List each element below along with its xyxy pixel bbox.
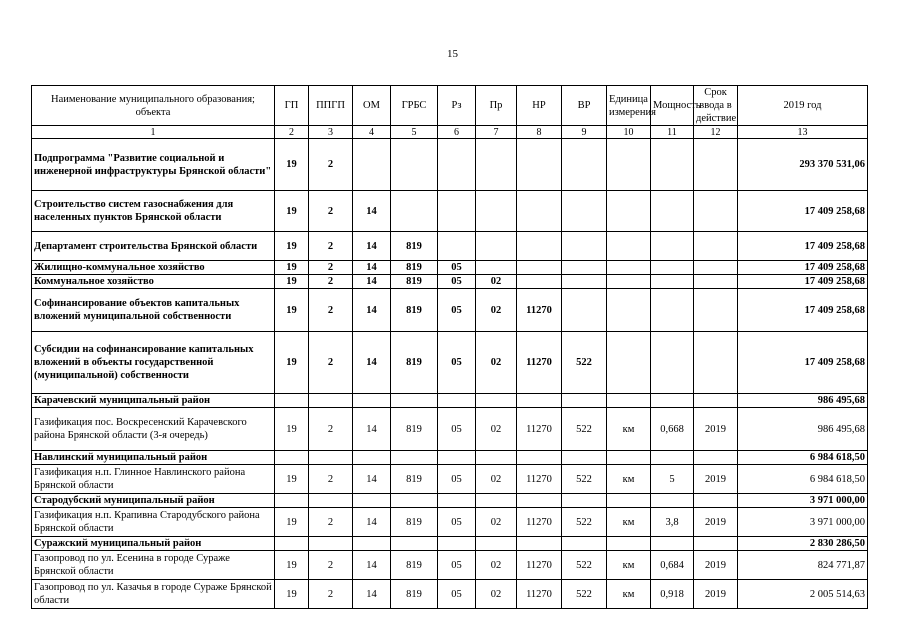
cell-unit bbox=[607, 191, 651, 232]
column-number: 1 bbox=[32, 126, 275, 139]
cell-rz: 05 bbox=[438, 332, 476, 394]
cell-grbs bbox=[391, 139, 438, 191]
cell-gp: 19 bbox=[275, 261, 309, 275]
column-number: 13 bbox=[738, 126, 868, 139]
cell-om bbox=[353, 494, 391, 508]
cell-grbs: 819 bbox=[391, 289, 438, 332]
header-ppgp: ППГП bbox=[309, 86, 353, 126]
cell-power bbox=[651, 332, 694, 394]
table-row bbox=[32, 275, 868, 289]
cell-term bbox=[694, 289, 738, 332]
cell-unit bbox=[607, 139, 651, 191]
table-row bbox=[32, 508, 868, 537]
cell-power: 0,684 bbox=[651, 551, 694, 580]
cell-ppgp: 2 bbox=[309, 580, 353, 609]
cell-rz bbox=[438, 537, 476, 551]
cell-ppgp: 2 bbox=[309, 332, 353, 394]
column-number: 10 bbox=[607, 126, 651, 139]
cell-grbs: 819 bbox=[391, 551, 438, 580]
cell-sum: 2 005 514,63 bbox=[738, 580, 868, 609]
cell-grbs: 819 bbox=[391, 580, 438, 609]
cell-pr: 02 bbox=[476, 332, 517, 394]
cell-ppgp bbox=[309, 394, 353, 408]
cell-vr: 522 bbox=[562, 508, 607, 537]
cell-term bbox=[694, 232, 738, 261]
cell-gp: 19 bbox=[275, 275, 309, 289]
cell-pr bbox=[476, 394, 517, 408]
header-row bbox=[32, 86, 868, 126]
cell-power: 0,668 bbox=[651, 408, 694, 451]
table-row bbox=[32, 139, 868, 191]
cell-nr bbox=[517, 139, 562, 191]
header-year: 2019 год bbox=[738, 86, 868, 126]
cell-sum: 17 409 258,68 bbox=[738, 289, 868, 332]
cell-unit bbox=[607, 394, 651, 408]
cell-power bbox=[651, 494, 694, 508]
cell-ppgp bbox=[309, 494, 353, 508]
cell-ppgp: 2 bbox=[309, 408, 353, 451]
cell-rz: 05 bbox=[438, 551, 476, 580]
table-row bbox=[32, 394, 868, 408]
cell-pr bbox=[476, 494, 517, 508]
cell-term bbox=[694, 451, 738, 465]
table-row bbox=[32, 261, 868, 275]
cell-ppgp: 2 bbox=[309, 232, 353, 261]
header-name: Наименование муниципального образования; объекта bbox=[32, 86, 275, 126]
table-row bbox=[32, 191, 868, 232]
cell-name: Газификация н.п. Глинное Навлинского района Брянской области bbox=[32, 465, 275, 494]
cell-grbs bbox=[391, 191, 438, 232]
header-pr: Пр bbox=[476, 86, 517, 126]
cell-name: Газопровод по ул. Казачья в городе Сураже Брянской области bbox=[32, 580, 275, 609]
cell-gp bbox=[275, 451, 309, 465]
cell-nr: 11270 bbox=[517, 551, 562, 580]
cell-term: 2019 bbox=[694, 551, 738, 580]
cell-gp: 19 bbox=[275, 551, 309, 580]
cell-term bbox=[694, 261, 738, 275]
cell-gp: 19 bbox=[275, 408, 309, 451]
cell-sum: 6 984 618,50 bbox=[738, 465, 868, 494]
cell-term: 2019 bbox=[694, 508, 738, 537]
cell-vr bbox=[562, 275, 607, 289]
cell-unit bbox=[607, 275, 651, 289]
cell-rz bbox=[438, 494, 476, 508]
column-number: 12 bbox=[694, 126, 738, 139]
cell-power: 0,918 bbox=[651, 580, 694, 609]
cell-pr bbox=[476, 191, 517, 232]
cell-vr bbox=[562, 537, 607, 551]
column-number: 3 bbox=[309, 126, 353, 139]
cell-name: Газификация н.п. Крапивна Стародубского района Брянской области bbox=[32, 508, 275, 537]
cell-unit bbox=[607, 332, 651, 394]
header-grbs: ГРБС bbox=[391, 86, 438, 126]
cell-nr: 11270 bbox=[517, 332, 562, 394]
column-number: 5 bbox=[391, 126, 438, 139]
cell-nr: 11270 bbox=[517, 465, 562, 494]
cell-name: Карачевский муниципальный район bbox=[32, 394, 275, 408]
cell-name: Подпрограмма "Развитие социальной и инженерной инфраструктуры Брянской области" bbox=[32, 139, 275, 191]
cell-unit: км bbox=[607, 551, 651, 580]
cell-term bbox=[694, 394, 738, 408]
header-om: ОМ bbox=[353, 86, 391, 126]
cell-name: Жилищно-коммунальное хозяйство bbox=[32, 261, 275, 275]
cell-power: 3,8 bbox=[651, 508, 694, 537]
cell-vr bbox=[562, 494, 607, 508]
cell-gp: 19 bbox=[275, 465, 309, 494]
cell-rz: 05 bbox=[438, 275, 476, 289]
cell-om bbox=[353, 537, 391, 551]
cell-vr bbox=[562, 139, 607, 191]
cell-nr bbox=[517, 275, 562, 289]
cell-unit bbox=[607, 494, 651, 508]
cell-vr bbox=[562, 261, 607, 275]
cell-nr bbox=[517, 232, 562, 261]
cell-sum: 17 409 258,68 bbox=[738, 261, 868, 275]
column-number: 6 bbox=[438, 126, 476, 139]
cell-om bbox=[353, 451, 391, 465]
cell-rz: 05 bbox=[438, 408, 476, 451]
cell-pr bbox=[476, 537, 517, 551]
cell-rz: 05 bbox=[438, 508, 476, 537]
cell-power bbox=[651, 191, 694, 232]
cell-sum: 293 370 531,06 bbox=[738, 139, 868, 191]
cell-gp: 19 bbox=[275, 580, 309, 609]
cell-sum: 17 409 258,68 bbox=[738, 232, 868, 261]
cell-gp: 19 bbox=[275, 289, 309, 332]
cell-unit bbox=[607, 537, 651, 551]
cell-pr bbox=[476, 261, 517, 275]
table-body bbox=[32, 139, 868, 609]
cell-name: Стародубский муниципальный район bbox=[32, 494, 275, 508]
cell-nr bbox=[517, 394, 562, 408]
table-row bbox=[32, 408, 868, 451]
cell-rz bbox=[438, 139, 476, 191]
cell-power bbox=[651, 139, 694, 191]
cell-power bbox=[651, 451, 694, 465]
cell-sum: 3 971 000,00 bbox=[738, 508, 868, 537]
cell-term bbox=[694, 537, 738, 551]
cell-grbs: 819 bbox=[391, 261, 438, 275]
cell-om: 14 bbox=[353, 408, 391, 451]
cell-ppgp: 2 bbox=[309, 508, 353, 537]
cell-gp bbox=[275, 394, 309, 408]
cell-gp: 19 bbox=[275, 191, 309, 232]
cell-nr bbox=[517, 261, 562, 275]
column-number: 11 bbox=[651, 126, 694, 139]
cell-ppgp bbox=[309, 451, 353, 465]
header-term: Срок ввода в действие bbox=[694, 86, 738, 126]
table-row bbox=[32, 332, 868, 394]
cell-name: Строительство систем газоснабжения для населенных пунктов Брянской области bbox=[32, 191, 275, 232]
cell-power bbox=[651, 289, 694, 332]
cell-ppgp: 2 bbox=[309, 139, 353, 191]
cell-ppgp bbox=[309, 537, 353, 551]
header-power: Мощность bbox=[651, 86, 694, 126]
cell-om: 14 bbox=[353, 551, 391, 580]
cell-rz bbox=[438, 191, 476, 232]
cell-vr bbox=[562, 191, 607, 232]
header-unit: Единица измерения bbox=[607, 86, 651, 126]
cell-term: 2019 bbox=[694, 580, 738, 609]
cell-grbs: 819 bbox=[391, 408, 438, 451]
cell-sum: 17 409 258,68 bbox=[738, 191, 868, 232]
header-rz: Рз bbox=[438, 86, 476, 126]
cell-term bbox=[694, 139, 738, 191]
cell-pr: 02 bbox=[476, 508, 517, 537]
cell-gp: 19 bbox=[275, 332, 309, 394]
cell-vr bbox=[562, 394, 607, 408]
cell-nr: 11270 bbox=[517, 580, 562, 609]
cell-unit: км bbox=[607, 580, 651, 609]
cell-grbs: 819 bbox=[391, 275, 438, 289]
cell-om: 14 bbox=[353, 508, 391, 537]
cell-term bbox=[694, 191, 738, 232]
cell-rz: 05 bbox=[438, 289, 476, 332]
cell-ppgp: 2 bbox=[309, 275, 353, 289]
cell-rz: 05 bbox=[438, 261, 476, 275]
cell-om bbox=[353, 139, 391, 191]
column-number: 4 bbox=[353, 126, 391, 139]
cell-sum: 986 495,68 bbox=[738, 394, 868, 408]
cell-power bbox=[651, 275, 694, 289]
header-gp: ГП bbox=[275, 86, 309, 126]
cell-term bbox=[694, 332, 738, 394]
cell-grbs: 819 bbox=[391, 232, 438, 261]
cell-term: 2019 bbox=[694, 465, 738, 494]
cell-om: 14 bbox=[353, 191, 391, 232]
cell-name: Департамент строительства Брянской области bbox=[32, 232, 275, 261]
cell-ppgp: 2 bbox=[309, 289, 353, 332]
table-row bbox=[32, 580, 868, 609]
cell-pr: 02 bbox=[476, 275, 517, 289]
cell-grbs bbox=[391, 537, 438, 551]
cell-om: 14 bbox=[353, 465, 391, 494]
cell-power bbox=[651, 261, 694, 275]
cell-vr: 522 bbox=[562, 332, 607, 394]
column-number: 7 bbox=[476, 126, 517, 139]
cell-nr: 11270 bbox=[517, 508, 562, 537]
table-row bbox=[32, 451, 868, 465]
cell-term bbox=[694, 494, 738, 508]
cell-ppgp: 2 bbox=[309, 465, 353, 494]
cell-rz bbox=[438, 451, 476, 465]
table-row bbox=[32, 494, 868, 508]
cell-rz bbox=[438, 394, 476, 408]
cell-nr bbox=[517, 537, 562, 551]
cell-sum: 2 830 286,50 bbox=[738, 537, 868, 551]
cell-grbs bbox=[391, 494, 438, 508]
cell-rz: 05 bbox=[438, 465, 476, 494]
cell-nr bbox=[517, 191, 562, 232]
cell-unit: км bbox=[607, 508, 651, 537]
cell-name: Суражский муниципальный район bbox=[32, 537, 275, 551]
cell-sum: 17 409 258,68 bbox=[738, 275, 868, 289]
cell-pr: 02 bbox=[476, 289, 517, 332]
cell-unit bbox=[607, 289, 651, 332]
column-number-row bbox=[32, 126, 868, 139]
cell-unit: км bbox=[607, 408, 651, 451]
cell-pr: 02 bbox=[476, 465, 517, 494]
cell-gp: 19 bbox=[275, 508, 309, 537]
cell-gp bbox=[275, 494, 309, 508]
cell-nr: 11270 bbox=[517, 408, 562, 451]
cell-name: Навлинский муниципальный район bbox=[32, 451, 275, 465]
cell-pr bbox=[476, 451, 517, 465]
cell-pr: 02 bbox=[476, 580, 517, 609]
cell-unit bbox=[607, 232, 651, 261]
cell-unit bbox=[607, 261, 651, 275]
cell-sum: 6 984 618,50 bbox=[738, 451, 868, 465]
table-row bbox=[32, 289, 868, 332]
cell-sum: 986 495,68 bbox=[738, 408, 868, 451]
cell-grbs bbox=[391, 394, 438, 408]
cell-pr bbox=[476, 139, 517, 191]
cell-ppgp: 2 bbox=[309, 551, 353, 580]
cell-pr: 02 bbox=[476, 551, 517, 580]
budget-table bbox=[31, 85, 868, 609]
cell-om: 14 bbox=[353, 289, 391, 332]
column-number: 9 bbox=[562, 126, 607, 139]
column-number: 8 bbox=[517, 126, 562, 139]
cell-grbs: 819 bbox=[391, 508, 438, 537]
cell-unit bbox=[607, 451, 651, 465]
table-row bbox=[32, 232, 868, 261]
cell-vr bbox=[562, 289, 607, 332]
cell-sum: 3 971 000,00 bbox=[738, 494, 868, 508]
cell-om bbox=[353, 394, 391, 408]
cell-name: Софинансирование объектов капитальных вложений муниципальной собственности bbox=[32, 289, 275, 332]
cell-om: 14 bbox=[353, 275, 391, 289]
cell-gp bbox=[275, 537, 309, 551]
cell-vr: 522 bbox=[562, 408, 607, 451]
cell-vr bbox=[562, 232, 607, 261]
cell-name: Субсидии на софинансирование капитальных вложений в объекты государственной (муниципальной) собственности bbox=[32, 332, 275, 394]
cell-sum: 17 409 258,68 bbox=[738, 332, 868, 394]
cell-grbs bbox=[391, 451, 438, 465]
cell-vr: 522 bbox=[562, 580, 607, 609]
table-row bbox=[32, 465, 868, 494]
cell-grbs: 819 bbox=[391, 465, 438, 494]
cell-sum: 824 771,87 bbox=[738, 551, 868, 580]
cell-om: 14 bbox=[353, 332, 391, 394]
cell-gp: 19 bbox=[275, 232, 309, 261]
cell-nr bbox=[517, 494, 562, 508]
cell-ppgp: 2 bbox=[309, 261, 353, 275]
cell-vr: 522 bbox=[562, 551, 607, 580]
cell-unit: км bbox=[607, 465, 651, 494]
cell-om: 14 bbox=[353, 261, 391, 275]
table-row bbox=[32, 537, 868, 551]
cell-power bbox=[651, 232, 694, 261]
cell-name: Газификация пос. Воскресенский Карачевского района Брянской области (3-я очередь) bbox=[32, 408, 275, 451]
header-nr: НР bbox=[517, 86, 562, 126]
cell-term: 2019 bbox=[694, 408, 738, 451]
column-number: 2 bbox=[275, 126, 309, 139]
table-row bbox=[32, 551, 868, 580]
cell-pr bbox=[476, 232, 517, 261]
cell-name: Коммунальное хозяйство bbox=[32, 275, 275, 289]
cell-vr bbox=[562, 451, 607, 465]
cell-power bbox=[651, 537, 694, 551]
cell-pr: 02 bbox=[476, 408, 517, 451]
cell-nr: 11270 bbox=[517, 289, 562, 332]
cell-rz bbox=[438, 232, 476, 261]
cell-rz: 05 bbox=[438, 580, 476, 609]
cell-vr: 522 bbox=[562, 465, 607, 494]
cell-power bbox=[651, 394, 694, 408]
cell-nr bbox=[517, 451, 562, 465]
cell-ppgp: 2 bbox=[309, 191, 353, 232]
cell-om: 14 bbox=[353, 232, 391, 261]
cell-name: Газопровод по ул. Есенина в городе Сураже Брянской области bbox=[32, 551, 275, 580]
cell-om: 14 bbox=[353, 580, 391, 609]
header-vr: ВР bbox=[562, 86, 607, 126]
cell-grbs: 819 bbox=[391, 332, 438, 394]
cell-term bbox=[694, 275, 738, 289]
cell-power: 5 bbox=[651, 465, 694, 494]
page-number: 15 bbox=[447, 48, 458, 60]
cell-gp: 19 bbox=[275, 139, 309, 191]
